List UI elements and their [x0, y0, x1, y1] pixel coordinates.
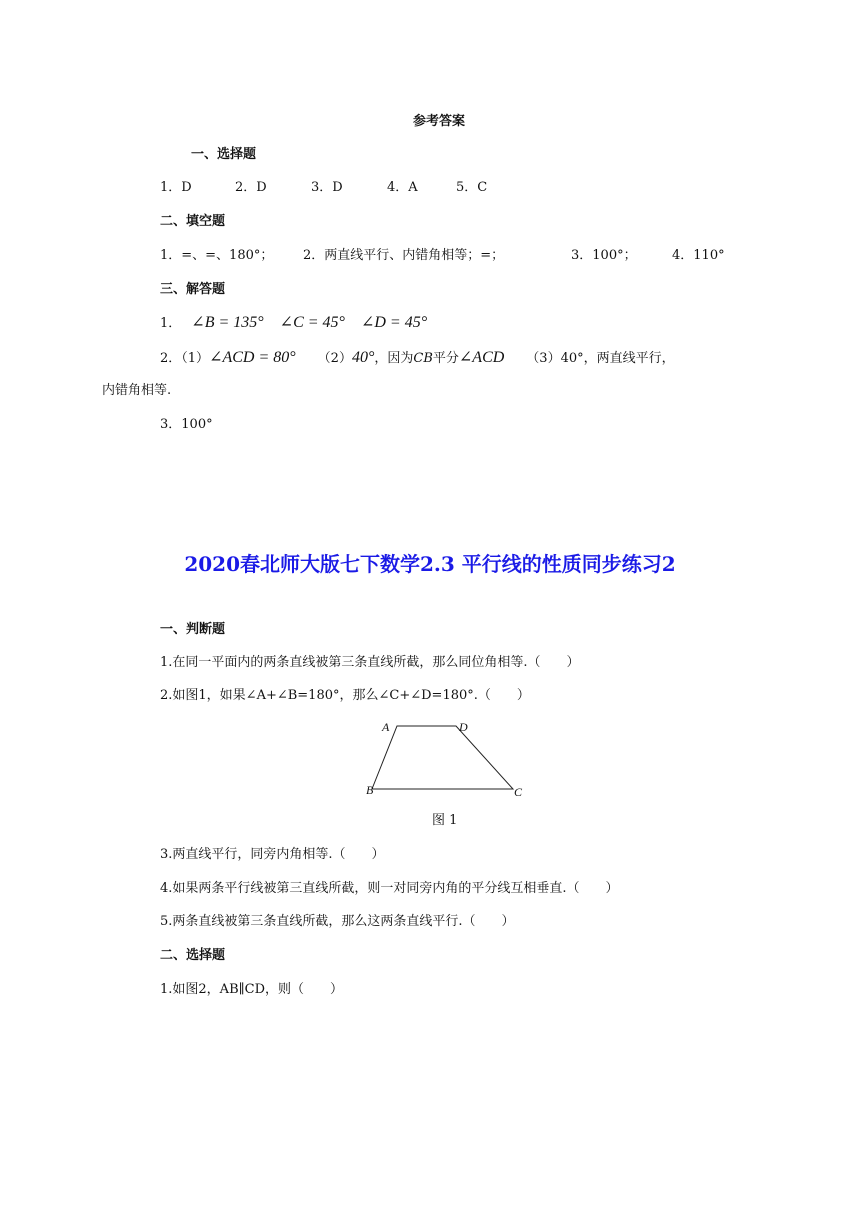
answer-item: 5．C — [456, 180, 488, 195]
answer-q2-part1-math: ∠ACD = 80° — [209, 349, 296, 366]
judge-item-4: 4.如果两条平行线被第三直线所截，则一对同旁内角的平分线互相垂直.（ ） — [160, 881, 619, 896]
answer-item: 4．A — [387, 180, 418, 195]
answer-item: 1．D — [160, 180, 192, 195]
answer-q2-part2-angle: ∠ACD — [458, 349, 505, 366]
answer-q2-part3: （3）40°，两直线平行， — [526, 351, 675, 366]
answers-section3-title: 三、解答题 — [160, 282, 226, 297]
figure-1-trapezoid — [360, 714, 530, 804]
trapezoid-shape — [372, 726, 513, 789]
exercise-section1-title: 一、判断题 — [160, 622, 226, 637]
judge-item-2: 2.如图1，如果∠A+∠B=180°，那么∠C+∠D=180°.（ ） — [160, 688, 530, 703]
vertex-label-a: A — [382, 720, 390, 734]
answers-section2-title: 二、填空题 — [160, 214, 226, 229]
answer-q2-continuation: 内错角相等. — [102, 383, 172, 398]
exercise-title: 2020春北师大版七下数学2.3 平行线的性质同步练习2 — [184, 552, 676, 576]
vertex-label-b: B — [366, 783, 374, 797]
answer-q1 — [160, 314, 427, 333]
answer-item: 3．100°； — [571, 248, 637, 263]
exercise-section2-title: 二、选择题 — [160, 948, 226, 963]
answer-q2-number: 2． — [160, 351, 182, 366]
judge-item-3: 3.两直线平行，同旁内角相等.（ ） — [160, 847, 385, 862]
choice-item-1: 1.如图2，AB∥CD，则（ ） — [160, 982, 343, 997]
answer-item: 1．=、=、180°； — [160, 248, 274, 263]
answer-q3: 3．100° — [160, 417, 213, 432]
answer-q1-angle-c: ∠C = 45° — [279, 314, 345, 331]
answer-item: 2．D — [235, 180, 267, 195]
judge-item-1: 1.在同一平面内的两条直线被第三条直线所截，那么同位角相等.（ ） — [160, 655, 580, 670]
answer-q1-number: 1． — [160, 316, 182, 331]
answer-q2-segment: CB — [413, 351, 433, 366]
answer-q2-part2-text: ，因为 — [374, 351, 414, 366]
answer-q2-part2-math: 40° — [351, 349, 375, 366]
answer-q2-part2-text2: 平分 — [432, 351, 459, 366]
answer-item: 4．110° — [672, 248, 725, 263]
answer-q1-angle-d: ∠D = 45° — [360, 314, 428, 331]
answer-q2 — [160, 349, 675, 368]
judge-item-5: 5.两条直线被第三条直线所截，那么这两条直线平行.（ ） — [160, 914, 515, 929]
answers-section1-title: 一、选择题 — [191, 147, 257, 162]
figure-1-caption: 图 1 — [432, 813, 458, 828]
answer-item: 3．D — [311, 180, 343, 195]
vertex-label-d: D — [459, 720, 468, 734]
answer-item: 2．两直线平行、内错角相等；=； — [303, 248, 505, 263]
answers-heading: 参考答案 — [413, 114, 466, 129]
answer-q1-angle-b: ∠B = 135° — [191, 314, 264, 331]
answer-q2-part1-label: （1） — [181, 351, 210, 366]
vertex-label-c: C — [514, 785, 523, 799]
answer-q2-part2-label: （2） — [317, 351, 352, 366]
